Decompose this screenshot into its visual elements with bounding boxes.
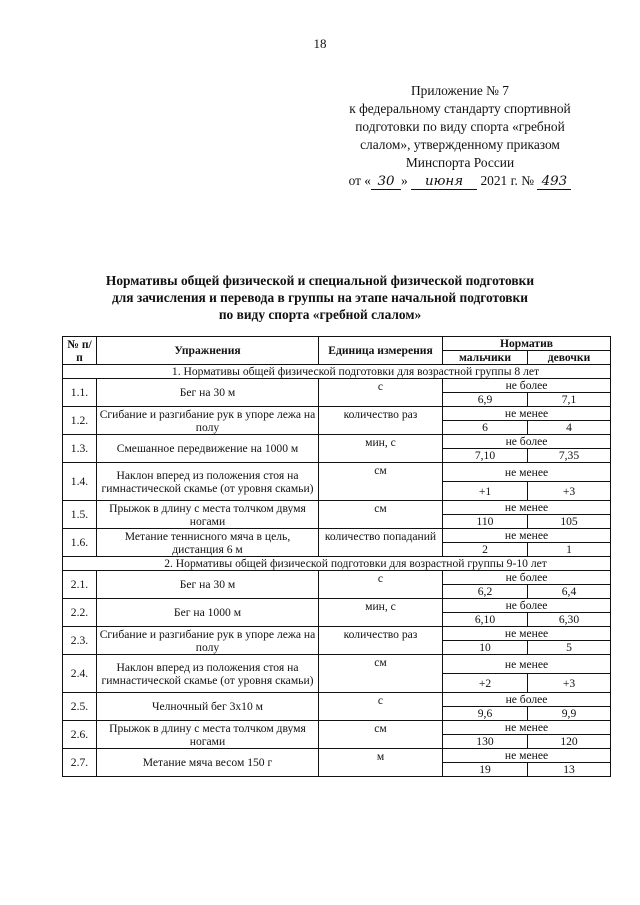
unit-of-measure: см xyxy=(319,655,443,693)
norm-condition: не более xyxy=(443,571,611,585)
row-number: 1.5. xyxy=(63,501,97,529)
unit-of-measure: с xyxy=(319,379,443,407)
unit-of-measure: с xyxy=(319,693,443,721)
unit-of-measure: количество попаданий xyxy=(319,529,443,557)
appendix-line-3: подготовки по виду спорта «гребной xyxy=(355,119,565,134)
norms-table-body xyxy=(63,365,611,777)
title-line-3: по виду спорта «гребной слалом» xyxy=(218,307,422,322)
appendix-line-4: слалом», утвержденному приказом xyxy=(360,137,560,152)
boys-value: 6,2 xyxy=(443,585,528,599)
table-row xyxy=(63,721,611,735)
exercise-name: Прыжок в длину с места толчком двумя ногами xyxy=(97,721,319,749)
table-row xyxy=(63,407,611,421)
header-norm: Норматив xyxy=(443,337,611,351)
norm-condition: не менее xyxy=(443,529,611,543)
norm-condition: не более xyxy=(443,379,611,393)
table-row xyxy=(63,749,611,763)
girls-value: 7,35 xyxy=(528,449,611,463)
table-row xyxy=(63,463,611,482)
row-number: 2.6. xyxy=(63,721,97,749)
row-number: 2.7. xyxy=(63,749,97,777)
norm-condition: не менее xyxy=(443,749,611,763)
boys-value: 19 xyxy=(443,763,528,777)
row-number: 1.6. xyxy=(63,529,97,557)
exercise-name: Сгибание и разгибание рук в упоре лежа на полу xyxy=(97,407,319,435)
row-number: 2.1. xyxy=(63,571,97,599)
boys-value: 2 xyxy=(443,543,528,557)
unit-of-measure: м xyxy=(319,749,443,777)
table-row xyxy=(63,435,611,449)
appendix-line-5: Минспорта России xyxy=(405,155,515,170)
unit-of-measure: см xyxy=(319,463,443,501)
date-month: июня xyxy=(411,175,477,190)
norm-condition: не более xyxy=(443,599,611,613)
boys-value: 6,10 xyxy=(443,613,528,627)
unit-of-measure: количество раз xyxy=(319,627,443,655)
table-row xyxy=(63,529,611,543)
norms-table xyxy=(62,336,611,777)
title-line-2: для зачисления и перевода в группы на этапе начальной подготовки xyxy=(112,290,528,305)
row-number: 1.3. xyxy=(63,435,97,463)
row-number: 2.4. xyxy=(63,655,97,693)
section-row xyxy=(63,365,611,379)
table-row xyxy=(63,627,611,641)
table-row xyxy=(63,693,611,707)
row-number: 2.2. xyxy=(63,599,97,627)
unit-of-measure: количество раз xyxy=(319,407,443,435)
header-unit: Единица измерения xyxy=(319,337,443,365)
girls-value: +3 xyxy=(528,482,611,501)
exercise-name: Наклон вперед из положения стоя на гимнастической скамье (от уровня скамьи) xyxy=(97,463,319,501)
exercise-name: Бег на 1000 м xyxy=(97,599,319,627)
girls-value: 6,30 xyxy=(528,613,611,627)
boys-value: 130 xyxy=(443,735,528,749)
date-day: 30 xyxy=(371,175,401,190)
exercise-name: Метание мяча весом 150 г xyxy=(97,749,319,777)
exercise-name: Бег на 30 м xyxy=(97,571,319,599)
unit-of-measure: с xyxy=(319,571,443,599)
boys-value: 110 xyxy=(443,515,528,529)
table-row xyxy=(63,501,611,515)
girls-value: 9,9 xyxy=(528,707,611,721)
appendix-date-line xyxy=(300,172,620,190)
section-title: 2. Нормативы общей физической подготовки для возрастной группы 9-10 лет xyxy=(63,557,611,571)
unit-of-measure: мин, с xyxy=(319,435,443,463)
document-title xyxy=(40,272,600,323)
exercise-name: Наклон вперед из положения стоя на гимнастической скамье (от уровня скамьи) xyxy=(97,655,319,693)
header-girls: девочки xyxy=(528,351,611,365)
boys-value: 7,10 xyxy=(443,449,528,463)
order-number: 493 xyxy=(537,175,571,190)
girls-value: 5 xyxy=(528,641,611,655)
header-num: № п/п xyxy=(63,337,97,365)
norm-condition: не менее xyxy=(443,655,611,674)
unit-of-measure: см xyxy=(319,721,443,749)
girls-value: +3 xyxy=(528,674,611,693)
norm-condition: не более xyxy=(443,435,611,449)
girls-value: 1 xyxy=(528,543,611,557)
exercise-name: Сгибание и разгибание рук в упоре лежа на полу xyxy=(97,627,319,655)
girls-value: 120 xyxy=(528,735,611,749)
section-title: 1. Нормативы общей физической подготовки для возрастной группы 8 лет xyxy=(63,365,611,379)
girls-value: 6,4 xyxy=(528,585,611,599)
norm-condition: не менее xyxy=(443,501,611,515)
header-boys: мальчики xyxy=(443,351,528,365)
boys-value: 9,6 xyxy=(443,707,528,721)
norm-condition: не менее xyxy=(443,627,611,641)
norm-condition: не менее xyxy=(443,407,611,421)
table-row xyxy=(63,571,611,585)
page-number: 18 xyxy=(313,36,327,51)
exercise-name: Прыжок в длину с места толчком двумя ногами xyxy=(97,501,319,529)
row-number: 1.2. xyxy=(63,407,97,435)
date-prefix: от « xyxy=(348,173,372,188)
girls-value: 4 xyxy=(528,421,611,435)
exercise-name: Смешанное передвижение на 1000 м xyxy=(97,435,319,463)
table-row xyxy=(63,379,611,393)
exercise-name: Метание теннисного мяча в цель, дистанция 6 м xyxy=(97,529,319,557)
exercise-name: Бег на 30 м xyxy=(97,379,319,407)
table-row xyxy=(63,655,611,674)
row-number: 2.3. xyxy=(63,627,97,655)
date-year: 2021 г. № xyxy=(480,173,535,188)
boys-value: 6 xyxy=(443,421,528,435)
boys-value: 6,9 xyxy=(443,393,528,407)
norm-condition: не более xyxy=(443,693,611,707)
section-row xyxy=(63,557,611,571)
row-number: 1.4. xyxy=(63,463,97,501)
date-close: » xyxy=(401,173,408,188)
norm-condition: не менее xyxy=(443,463,611,482)
girls-value: 13 xyxy=(528,763,611,777)
appendix-line-1: Приложение № 7 xyxy=(410,83,510,98)
boys-value: 10 xyxy=(443,641,528,655)
girls-value: 105 xyxy=(528,515,611,529)
exercise-name: Челночный бег 3х10 м xyxy=(97,693,319,721)
row-number: 2.5. xyxy=(63,693,97,721)
boys-value: +2 xyxy=(443,674,528,693)
unit-of-measure: мин, с xyxy=(319,599,443,627)
boys-value: +1 xyxy=(443,482,528,501)
appendix-block xyxy=(300,82,620,190)
row-number: 1.1. xyxy=(63,379,97,407)
title-line-1: Нормативы общей физической и специальной физической подготовки xyxy=(105,273,535,288)
norm-condition: не менее xyxy=(443,721,611,735)
appendix-line-2: к федеральному стандарту спортивной xyxy=(349,101,571,116)
girls-value: 7,1 xyxy=(528,393,611,407)
unit-of-measure: см xyxy=(319,501,443,529)
header-exercise: Упражнения xyxy=(97,337,319,365)
table-row xyxy=(63,599,611,613)
